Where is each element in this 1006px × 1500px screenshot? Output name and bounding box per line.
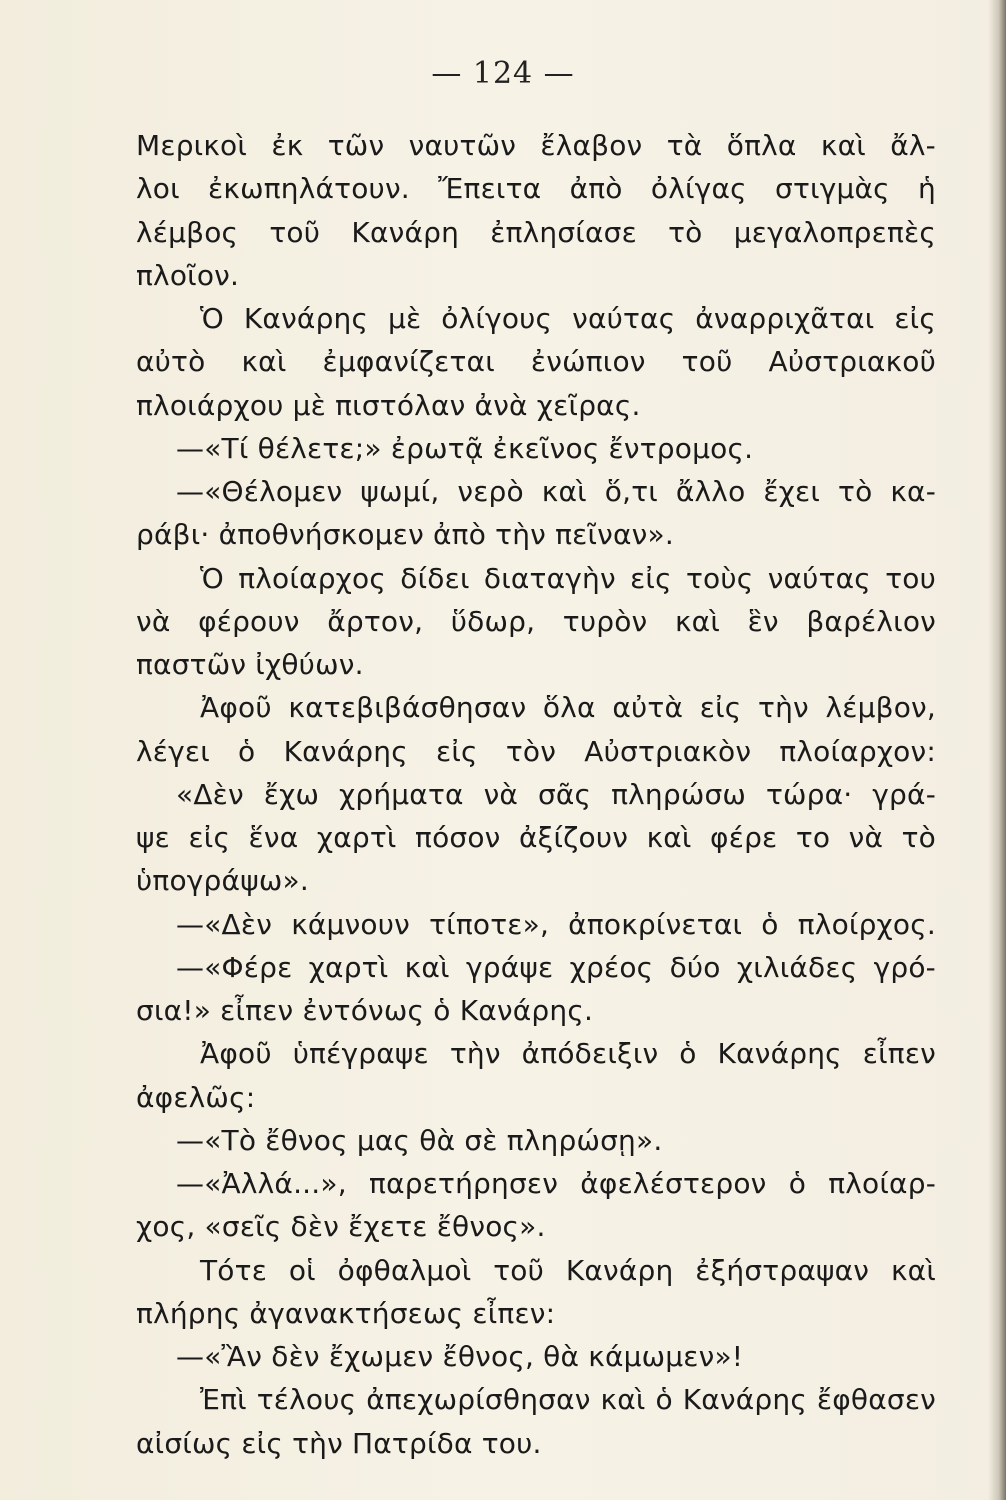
text-line: ψε εἰς ἕνα χαρτὶ πόσον ἀξίζουν καὶ φέρε το νὰ τὸ [136,821,936,854]
text-line: ἀφελῶς: [136,1080,256,1114]
text-line: χος, «σεῖς δὲν ἔχετε ἔθνος». [136,1210,546,1244]
text-line: «Δὲν ἔχω χρήματα νὰ σᾶς πληρώσω τώρα· γρά- [176,777,936,811]
text-line: λέγει ὁ Κανάρης εἰς τὸν Αὐστριακὸν πλοίαρχον: [136,734,936,768]
text-line: —«Ἀλλά...», παρετήρησεν ἀφελέστερον ὁ πλοίαρ- [176,1167,936,1200]
body-text [136,124,936,1465]
text-line: Ἀφοῦ κατεβιβάσθησαν ὅλα αὐτὰ εἰς τὴν λέμβον, [200,691,936,725]
text-line: πλοῖον. [136,258,240,292]
text-line: ράβι· ἀποθνήσκομεν ἀπὸ τὴν πεῖναν». [136,518,674,552]
text-line: αὐτὸ καὶ ἐμφανίζεται ἐνώπιον τοῦ Αὐστριακοῦ [136,345,936,379]
text-line: —«Φέρε χαρτὶ καὶ γράψε χρέος δύο χιλιάδες γρό- [176,950,936,984]
text-line: —«Θέλομεν ψωμί, νερὸ καὶ ὅ,τι ἄλλο ἔχει τὸ κα- [176,475,936,508]
text-line: πλήρης ἀγανακτήσεως εἶπεν: [136,1296,556,1330]
text-line: λέμβος τοῦ Κανάρη ἐπλησίασε τὸ μεγαλοπρεπὲς [136,215,936,249]
text-line: ὑπογράψω». [136,864,309,898]
text-line: λοι ἐκωπηλάτουν. Ἔπειτα ἀπὸ ὀλίγας στιγμὰς ἡ [136,172,936,206]
text-line: παστῶν ἰχθύων. [136,648,364,681]
text-line: —«Τὸ ἔθνος μας θὰ σὲ πληρώσῃ». [176,1123,663,1157]
text-line: —«Τί θέλετε;» ἐρωτᾷ ἐκεῖνος ἔντρομος. [176,431,754,465]
text-line: Ἐπὶ τέλους ἀπεχωρίσθησαν καὶ ὁ Κανάρης ἔφθασεν [200,1383,936,1417]
text-line: Ὁ Κανάρης μὲ ὀλίγους ναύτας ἀναρριχᾶται εἰς [200,302,936,335]
text-line: —«Ἂν δὲν ἔχωμεν ἔθνος, θὰ κάμωμεν»! [176,1340,744,1373]
text-line: —«Δὲν κάμνουν τίποτε», ἀποκρίνεται ὁ πλοίρχος. [176,907,936,941]
text-line: αἰσίως εἰς τὴν Πατρίδα του. [136,1426,542,1460]
text-line: Ὁ πλοίαρχος δίδει διαταγὴν εἰς τοὺς ναύτας του [200,561,936,595]
text-line: σια!» εἶπεν ἐντόνως ὁ Κανάρης. [136,994,594,1027]
page-number: — 124 — [431,56,575,91]
text-line: Ἀφοῦ ὑπέγραψε τὴν ἀπόδειξιν ὁ Κανάρης εἶπεν [200,1037,936,1071]
text-line: πλοιάρχου μὲ πιστόλαν ἀνὰ χεῖρας. [136,388,641,422]
page-edge-shadow [988,0,1006,1500]
text-line: Τότε οἱ ὀφθαλμοὶ τοῦ Κανάρη ἐξήστραψαν καὶ [200,1253,936,1287]
text-line: νὰ φέρουν ἄρτον, ὕδωρ, τυρὸν καὶ ἓν βαρέλιον [136,604,936,638]
text-line: Μερικοὶ ἐκ τῶν ναυτῶν ἔλαβον τὰ ὅπλα καὶ ἄλ- [136,129,936,162]
